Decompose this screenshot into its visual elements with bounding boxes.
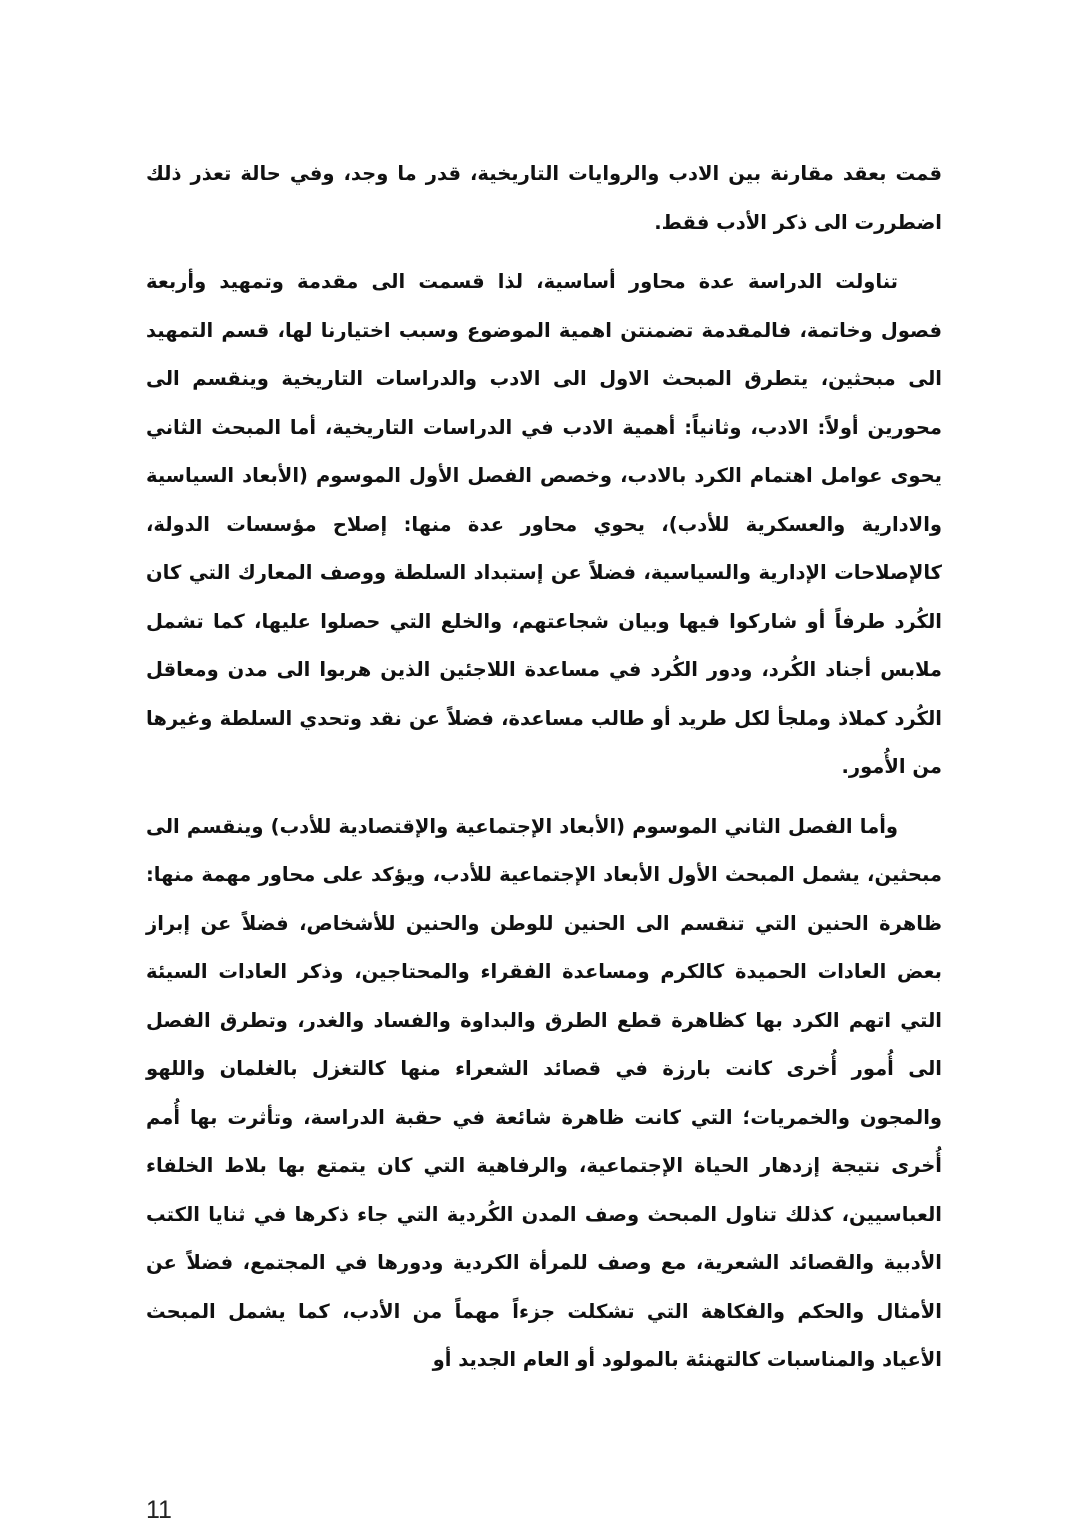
page-number: 11: [146, 1496, 172, 1524]
body-text: [146, 150, 942, 1385]
paragraph-continuation: قمت بعقد مقارنة بين الادب والروايات التاريخية، قدر ما وجد، وفي حالة تعذر ذلك اضطررت الى ذكر الأدب فقط.: [146, 162, 942, 234]
paragraph-second-chapter: وأما الفصل الثاني الموسوم (الأبعاد الإجتماعية والإقتصادية للأدب) وينقسم الى مبحثين، يشمل المبحث الأول الأبعاد الإجتماعية للأدب، ويؤكد على محاور مهمة منها: ظاهرة الحنين التي تنقسم الى الحنين للوطن والحنين للأشخاص، فضلاً عن إبراز بعض العادات الحميدة كالكرم ومساعدة الفقراء والمحتاجين، وذكر العادات السيئة التي اتهم الكرد بها كظاهرة قطع الطرق والبداوة والفساد والغدر، وتطرق الفصل الى أُمور أُخرى كانت بارزة في قصائد الشعراء منها كالتغزل بالغلمان واللهو والمجون والخمريات؛ التي كانت ظاهرة شائعة في حقبة الدراسة، وتأثرت بها أُمم أُخرى نتيجة إزدهار الحياة الإجتماعية، والرفاهية التي كان يتمتع بها بلاط الخلفاء العباسيين، كذلك تناول المبحث وصف المدن الكُردية التي جاء ذكرها في ثنايا الكتب الأدبية والقصائد الشعرية، مع وصف للمرأة الكردية ودورها في المجتمع، فضلاً عن الأمثال والحكم والفكاهة التي تشكلت جزءاً مهماً من الأدب، كما يشمل المبحث الأعياد والمناسبات كالتهنئة بالمولود أو العام الجديد أو: [146, 814, 942, 1371]
paragraph-study-structure: تناولت الدراسة عدة محاور أساسية، لذا قسمت الى مقدمة وتمهيد وأربعة فصول وخاتمة، فالمقدمة تضمنتن اهمية الموضوع وسبب اختيارنا لها، قسم التمهيد الى مبحثين، يتطرق المبحث الاول الى الادب والدراسات التاريخية وينقسم الى محورين أولاً: الادب، وثانياً: أهمية الادب في الدراسات التاريخية، أما المبحث الثاني يحوى عوامل اهتمام الكرد بالادب، وخصص الفصل الأول الموسوم (الأبعاد السياسية والادارية والعسكرية للأدب)، يحوي محاور عدة منها: إصلاح مؤسسات الدولة، كالإصلاحات الإدارية والسياسية، فضلاً عن إستبداد السلطة ووصف المعارك التي كان الكُرد طرفاً أو شاركوا فيها وبيان شجاعتهم، والخلع التي حصلوا عليها، كما تشمل ملابس أجناد الكُرد، ودور الكُرد في مساعدة اللاجئين الذين هربوا الى مدن ومعاقل الكُرد كملاذ وملجأ لكل طريد أو طالب مساعدة، فضلاً عن نقد وتحدي السلطة وغيرها من الأُمور.: [146, 270, 942, 778]
